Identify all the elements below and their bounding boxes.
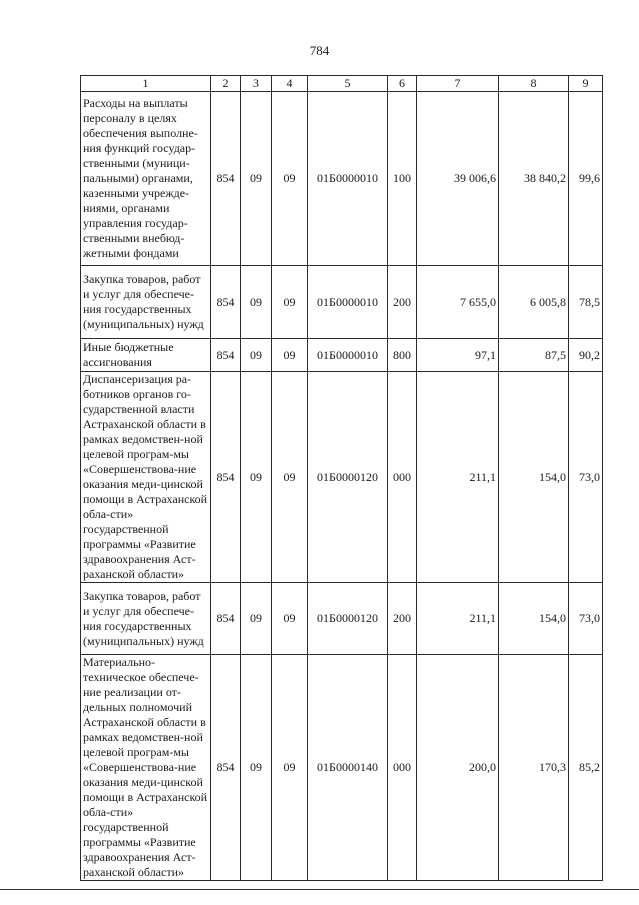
cell-executed: 87,5 — [499, 339, 569, 372]
cell-percent: 73,0 — [569, 372, 603, 583]
cell-section: 09 — [241, 266, 272, 339]
cell-code-admin: 854 — [211, 372, 241, 583]
cell-target-article: 01Б0000010 — [308, 266, 388, 339]
header-cell: 2 — [211, 76, 241, 92]
table-row — [81, 339, 603, 372]
cell-planned: 39 006,6 — [417, 92, 499, 266]
cell-expense-type: 200 — [388, 583, 417, 655]
header-cell: 8 — [499, 76, 569, 92]
cell-code-admin: 854 — [211, 583, 241, 655]
cell-subsection: 09 — [272, 655, 308, 881]
cell-expense-type: 100 — [388, 92, 417, 266]
cell-expense-type: 000 — [388, 655, 417, 881]
cell-planned: 211,1 — [417, 583, 499, 655]
cell-executed: 170,3 — [499, 655, 569, 881]
cell-percent: 90,2 — [569, 339, 603, 372]
bottom-rule — [0, 889, 639, 890]
cell-executed: 154,0 — [499, 372, 569, 583]
page-number: 784 — [309, 43, 330, 58]
row-name: Иные бюджетные ассигнования — [81, 339, 211, 372]
cell-expense-type: 000 — [388, 372, 417, 583]
cell-expense-type: 800 — [388, 339, 417, 372]
cell-planned: 200,0 — [417, 655, 499, 881]
cell-section: 09 — [241, 339, 272, 372]
cell-target-article: 01Б0000140 — [308, 655, 388, 881]
table-row — [81, 372, 603, 583]
cell-percent: 99,6 — [569, 92, 603, 266]
table-header-row — [81, 76, 603, 92]
header-cell: 4 — [272, 76, 308, 92]
cell-expense-type: 200 — [388, 266, 417, 339]
cell-percent: 78,5 — [569, 266, 603, 339]
cell-planned: 7 655,0 — [417, 266, 499, 339]
cell-percent: 73,0 — [569, 583, 603, 655]
cell-subsection: 09 — [272, 372, 308, 583]
cell-target-article: 01Б0000010 — [308, 339, 388, 372]
header-cell: 5 — [308, 76, 388, 92]
cell-code-admin: 854 — [211, 655, 241, 881]
cell-section: 09 — [241, 372, 272, 583]
cell-section: 09 — [241, 92, 272, 266]
cell-planned: 97,1 — [417, 339, 499, 372]
header-cell: 9 — [569, 76, 603, 92]
row-name: Материально-техническое обеспече-ние реализации от-дельных полномочий Астраханской области в рамках ведомствен-ной целевой програм-мы «Совершенствова-ние оказания меди-цинской помощи в Астраханской обла-сти» государственной программы «Развитие здравоохранения Аст-раханской области» — [81, 655, 211, 881]
row-name: Расходы на выплаты персоналу в целях обеспечения выполне-ния функций государ-ственными (муници-пальными) органами, казенными учрежде-ниями, органами управления государ-ственными внебюд-жетными фондами — [81, 92, 211, 266]
table-row — [81, 655, 603, 881]
cell-executed: 154,0 — [499, 583, 569, 655]
cell-subsection: 09 — [272, 339, 308, 372]
cell-subsection: 09 — [272, 583, 308, 655]
cell-target-article: 01Б0000010 — [308, 92, 388, 266]
header-cell: 7 — [417, 76, 499, 92]
cell-target-article: 01Б0000120 — [308, 372, 388, 583]
cell-section: 09 — [241, 655, 272, 881]
cell-target-article: 01Б0000120 — [308, 583, 388, 655]
cell-subsection: 09 — [272, 266, 308, 339]
row-name: Закупка товаров, работ и услуг для обеспече-ния государственных (муниципальных) нужд — [81, 266, 211, 339]
header-cell: 6 — [388, 76, 417, 92]
cell-subsection: 09 — [272, 92, 308, 266]
table-row — [81, 266, 603, 339]
cell-section: 09 — [241, 583, 272, 655]
cell-executed: 6 005,8 — [499, 266, 569, 339]
budget-table — [80, 75, 603, 881]
cell-planned: 211,1 — [417, 372, 499, 583]
row-name: Диспансеризация ра-ботников органов го-сударственной власти Астраханской области в рамках ведомствен-ной целевой програм-мы «Совершенствова-ние оказания меди-цинской помощи в Астраханской обла-сти» государственной программы «Развитие здравоохранения Аст-раханской области» — [81, 372, 211, 583]
cell-code-admin: 854 — [211, 266, 241, 339]
header-cell: 1 — [81, 76, 211, 92]
table-row — [81, 92, 603, 266]
table-row — [81, 583, 603, 655]
row-name: Закупка товаров, работ и услуг для обеспече-ния государственных (муниципальных) нужд — [81, 583, 211, 655]
cell-executed: 38 840,2 — [499, 92, 569, 266]
header-cell: 3 — [241, 76, 272, 92]
cell-code-admin: 854 — [211, 339, 241, 372]
cell-percent: 85,2 — [569, 655, 603, 881]
cell-code-admin: 854 — [211, 92, 241, 266]
